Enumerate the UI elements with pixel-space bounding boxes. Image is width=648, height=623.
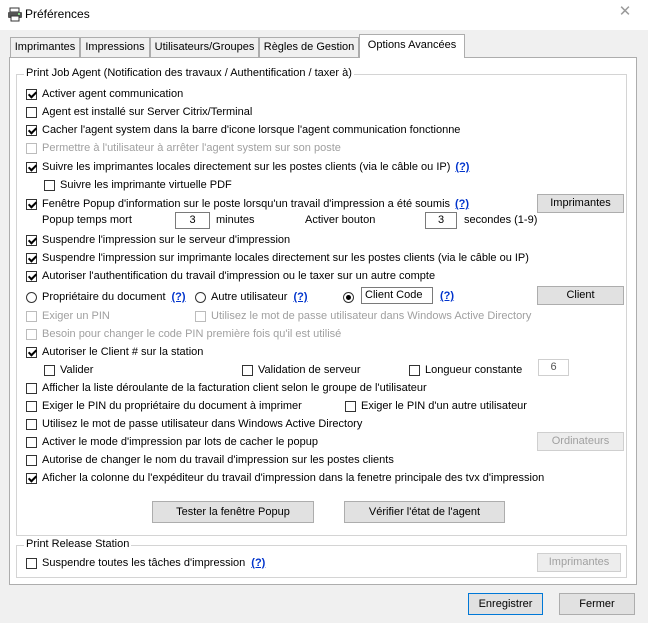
- activate-button-input[interactable]: 3: [425, 212, 457, 229]
- require-owner-pin-checkbox[interactable]: Exiger le PIN du propriétaire du document à imprimer: [26, 399, 302, 413]
- allow-stop-checkbox[interactable]: Permettre à l'utilisateur à arrêter l'agent system sur son poste: [26, 141, 341, 155]
- server-validation-checkbox[interactable]: Validation de serveur: [242, 363, 361, 377]
- checkbox-box[interactable]: [345, 401, 356, 412]
- checkbox-box[interactable]: [26, 89, 37, 100]
- checkbox-box[interactable]: [26, 419, 37, 430]
- printers-button[interactable]: Imprimantes: [537, 194, 624, 213]
- popup-timeout-label: Popup temps mort: [42, 214, 132, 226]
- use-ad-password-checkbox-2[interactable]: Utilisez le mot de passe utilisateur dans Windows Active Directory: [26, 417, 362, 431]
- checkbox-box[interactable]: [26, 437, 37, 448]
- save-button[interactable]: Enregistrer: [468, 593, 543, 615]
- check-agent-button[interactable]: Vérifier l'état de l'agent: [344, 501, 505, 523]
- checkbox-box[interactable]: [26, 383, 37, 394]
- checkbox-box[interactable]: [26, 253, 37, 264]
- authorize-auth-checkbox[interactable]: Autoriser l'authentification du travail d'impression ou le taxer sur un autre compte: [26, 269, 435, 283]
- release-printers-button[interactable]: Imprimantes: [537, 553, 621, 572]
- tab-impressions[interactable]: Impressions: [80, 37, 150, 57]
- help-link[interactable]: (?): [455, 198, 470, 210]
- test-popup-button[interactable]: Tester la fenêtre Popup: [152, 501, 314, 523]
- checkbox-box[interactable]: [44, 180, 55, 191]
- radio-circle[interactable]: [26, 292, 37, 303]
- tab-regles-de-gestion[interactable]: Règles de Gestion: [259, 37, 359, 57]
- seconds-label: secondes (1-9): [464, 214, 538, 226]
- checkbox-box[interactable]: [26, 455, 37, 466]
- change-pin-checkbox[interactable]: Besoin pour changer le code PIN première fois qu'il est utilisé: [26, 327, 341, 341]
- checkbox-box[interactable]: [26, 347, 37, 358]
- tab-imprimantes[interactable]: Imprimantes: [10, 37, 80, 57]
- checkbox-box[interactable]: [26, 235, 37, 246]
- constant-length-checkbox[interactable]: Longueur constante: [409, 363, 522, 377]
- constant-length-input[interactable]: 6: [538, 359, 569, 376]
- owner-radio[interactable]: Propriétaire du document (?): [26, 290, 186, 304]
- close-icon[interactable]: ✕: [618, 3, 632, 20]
- client-code-radio[interactable]: [343, 290, 359, 304]
- other-user-radio[interactable]: Autre utilisateur (?): [195, 290, 307, 304]
- radio-circle[interactable]: [195, 292, 206, 303]
- checkbox-box[interactable]: [195, 311, 206, 322]
- follow-virtual-checkbox[interactable]: Suivre les imprimante virtuelle PDF: [44, 178, 232, 192]
- checkbox-box[interactable]: [26, 473, 37, 484]
- allow-rename-checkbox[interactable]: Autorise de changer le nom du travail d'impression sur les postes clients: [26, 453, 394, 467]
- checkbox-box[interactable]: [26, 162, 37, 173]
- show-sender-checkbox[interactable]: Aficher la colonne du l'expéditeur du travail d'impression dans la fenetre principale des tvx d'impression: [26, 471, 544, 485]
- release-group-legend: Print Release Station: [26, 538, 130, 550]
- hide-icon-checkbox[interactable]: Cacher l'agent system dans la barre d'icone lorsque l'agent communication fonctionne: [26, 123, 460, 137]
- help-link[interactable]: (?): [455, 161, 470, 173]
- validate-checkbox[interactable]: Valider: [44, 363, 93, 377]
- popup-info-checkbox[interactable]: Fenêtre Popup d'information sur le poste lorsqu'un travail d'impression a été soumis (?): [26, 197, 469, 211]
- help-link[interactable]: (?): [293, 291, 308, 303]
- client-code-input[interactable]: Client Code: [361, 287, 433, 304]
- help-link[interactable]: (?): [171, 291, 186, 303]
- tab-utilisateurs-groupes[interactable]: Utilisateurs/Groupes: [150, 37, 259, 57]
- checkbox-box[interactable]: [242, 365, 253, 376]
- suspend-server-checkbox[interactable]: Suspendre l'impression sur le serveur d'impression: [26, 233, 290, 247]
- checkbox-box[interactable]: [26, 401, 37, 412]
- follow-local-checkbox[interactable]: Suivre les imprimantes locales directement sur les postes clients (via le câble ou IP) (?): [26, 160, 469, 174]
- checkbox-box[interactable]: [26, 271, 37, 282]
- require-other-pin-checkbox[interactable]: Exiger le PIN d'un autre utilisateur: [345, 399, 527, 413]
- app-icon: [7, 6, 23, 22]
- checkbox-box[interactable]: [26, 125, 37, 136]
- close-button[interactable]: Fermer: [559, 593, 635, 615]
- batch-mode-checkbox[interactable]: Activer le mode d'impression par lots de cacher le popup: [26, 435, 318, 449]
- checkbox-box[interactable]: [26, 199, 37, 210]
- checkbox-box[interactable]: [26, 558, 37, 569]
- citrix-checkbox[interactable]: Agent est installé sur Server Citrix/Terminal: [26, 105, 252, 119]
- window-title: Préférences: [25, 7, 90, 21]
- help-link[interactable]: (?): [440, 290, 455, 302]
- activate-button-label: Activer bouton: [305, 214, 376, 226]
- checkbox-box[interactable]: [26, 143, 37, 154]
- computers-button[interactable]: Ordinateurs: [537, 432, 624, 451]
- checkbox-box[interactable]: [26, 329, 37, 340]
- activate-agent-checkbox[interactable]: Activer agent communication: [26, 87, 183, 101]
- checkbox-box[interactable]: [26, 107, 37, 118]
- client-button[interactable]: Client: [537, 286, 624, 305]
- title-bar: [0, 0, 648, 30]
- use-ad-password-checkbox-1[interactable]: Utilisez le mot de passe utilisateur dans Windows Active Directory: [195, 309, 531, 323]
- checkbox-box[interactable]: [44, 365, 55, 376]
- popup-timeout-input[interactable]: 3: [175, 212, 210, 229]
- checkbox-box[interactable]: [26, 311, 37, 322]
- checkbox-box[interactable]: [409, 365, 420, 376]
- require-pin-checkbox[interactable]: Exiger un PIN: [26, 309, 110, 323]
- help-link[interactable]: (?): [251, 557, 266, 569]
- suspend-all-checkbox[interactable]: Suspendre toutes les tâches d'impression (?): [26, 556, 265, 570]
- authorize-client-checkbox[interactable]: Autoriser le Client # sur la station: [26, 345, 203, 359]
- suspend-local-checkbox[interactable]: Suspendre l'impression sur imprimante locales directement sur les postes clients (via le câble ou IP): [26, 251, 529, 265]
- minutes-label: minutes: [216, 214, 255, 226]
- tab-options-avancees[interactable]: Options Avancées: [359, 34, 465, 58]
- agent-group-legend: Print Job Agent (Notification des travaux / Authentification / taxer à): [26, 67, 352, 79]
- radio-circle[interactable]: [343, 292, 354, 303]
- show-dropdown-checkbox[interactable]: Afficher la liste déroulante de la facturation client selon le groupe de l'utilisateur: [26, 381, 427, 395]
